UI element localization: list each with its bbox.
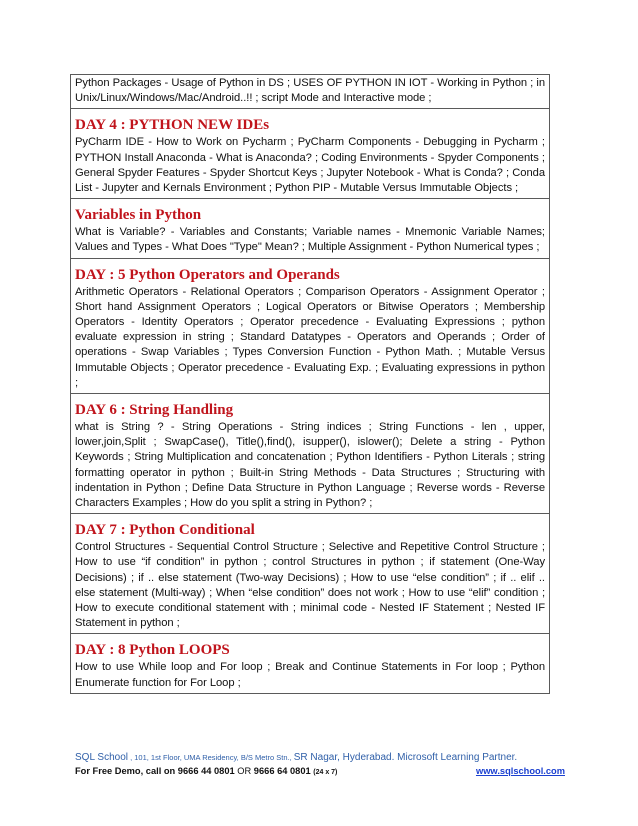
section-heading: DAY 4 : PYTHON NEW IDEs: [75, 117, 270, 134]
section-body: Control Structures - Sequential Control Structure ; Selective and Repetitive Control Structure ; How to use “if condition” in python ; control Structures in python ; if statement (One-Way Decisions) ; if .. else statement (Two-way Decisions) ; How to use “else condition” ; if .. elif .. else statement (Multi-way) ; When “else condition” does not work ; How to use “elif” condition ; How to execute conditional statement with ; minimal code - Nested IF Statement ; Nested IF Statement in python ;: [75, 541, 545, 630]
section-heading: DAY : 5 Python Operators and Operands: [75, 266, 340, 283]
syllabus-table: [70, 74, 550, 694]
section-variables: [71, 199, 549, 258]
section-day5-operators: [71, 259, 549, 394]
section-heading: DAY : 8 Python LOOPS: [75, 642, 230, 659]
section-body: What is Variable? - Variables and Constants; Variable names - Mnemonic Variable Names; Values and Types - What Does "Type" Mean? ; Multiple Assignment - Python Numerical types ;: [75, 226, 545, 254]
footer-demo-hours: (24 x 7): [313, 769, 338, 776]
footer-demo-number2: 9666 64 0801: [251, 766, 314, 776]
section-python-packages: [71, 75, 549, 109]
section-body: Python Packages - Usage of Python in DS ; USES OF PYTHON IN IOT - Working in Python ; in Unix/Linux/Windows/Mac/Android..!! ; script Mode and Interactive mode ;: [75, 77, 545, 105]
section-body: what is String ? - String Operations - String indices ; String Functions - len , upper, lower,join,Split ; SwapCase(), Title(),find(), isupper(), islower(); Delete a string - Python Keywords ; String Multiplication and concatenation ; Python Identifiers - Python Literals ; string formatting operator in python ; Built-in String Methods - Data Structures ; Structuring with indentation in Python ; Define Data Structure in Python Language ; Reverse words - Reverse Characters Examples ; How do you split a string in Python? ;: [75, 421, 545, 510]
footer-contact-line: [75, 766, 565, 776]
footer-brand: SQL School: [75, 752, 128, 763]
footer-tagline: SR Nagar, Hyderabad. Microsoft Learning Partner.: [293, 752, 518, 763]
section-day8-loops: [71, 634, 549, 692]
footer-website-link[interactable]: www.sqlschool.com: [475, 766, 565, 776]
section-day6-strings: [71, 394, 549, 514]
footer-demo-or: OR: [237, 766, 252, 776]
section-day7-conditional: [71, 514, 549, 634]
section-body: Arithmetic Operators - Relational Operators ; Comparison Operators - Assignment Operator ; Short hand Assignment Operators ; Logical Operators or Bitwise Operators ; Membership Operators - Identity Operators ; Operator precedence - Evaluating Expressions ; python evaluate expression in string ; Standard Datatypes - Operators and Operands ; Order of operations - Swap Variables ; Types Conversion Function - Python Math. ; Mutable Versus Immutable Objects ; Operator precedence - Evaluating Exp. ; Evaluating expressions in python ;: [75, 285, 545, 389]
section-day4-ides: [71, 109, 549, 199]
section-heading: Variables in Python: [75, 207, 202, 224]
section-body: PyCharm IDE - How to Work on Pycharm ; PyCharm Components - Debugging in Pycharm ; PYTHON Install Anaconda - What is Anaconda? ; Coding Environments - Spyder Components ; General Spyder Features - Spyder Shortcut Keys ; Jupyter Notebook - What is Conda? ; Conda List - Jupyter and Kernals Environment ; Python PIP - Mutable Versus Immutable Objects ;: [75, 136, 545, 195]
footer-demo-prefix: For Free Demo, call on 9666 44 0801: [75, 766, 238, 776]
section-body: How to use While loop and For loop ; Break and Continue Statements in For loop ; Python Enumerate function for For Loop ;: [75, 661, 545, 689]
section-heading: DAY 7 : Python Conditional: [75, 522, 255, 539]
section-heading: DAY 6 : String Handling: [75, 402, 234, 419]
footer-address-line: [75, 752, 565, 763]
footer-address: , 101, 1st Floor, UMA Residency, B/S Metro Stn.,: [128, 753, 294, 762]
